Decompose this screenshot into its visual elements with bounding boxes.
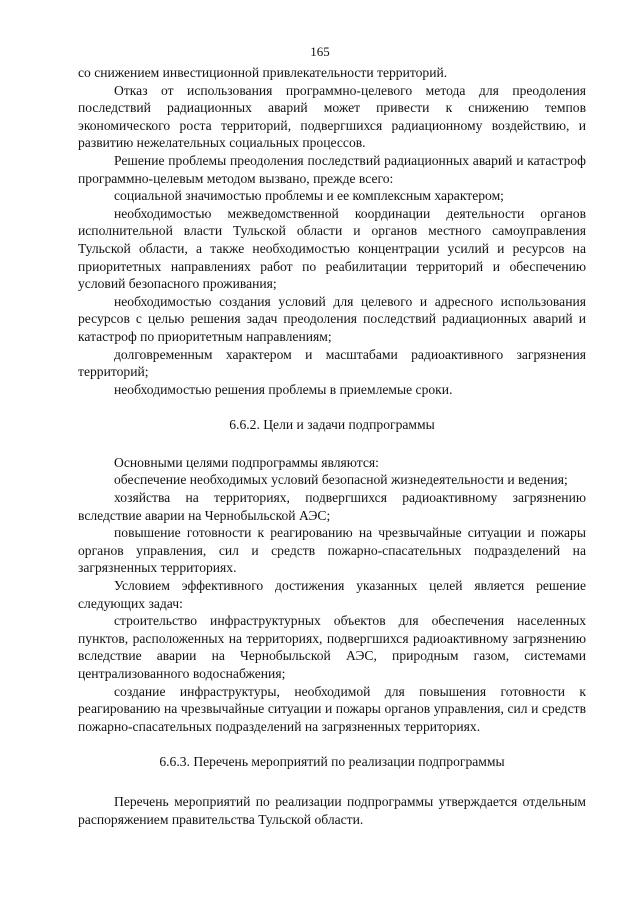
page-number: 165	[310, 44, 330, 59]
paragraph: повышение готовности к реагированию на чрезвычайные ситуации и пожары органов управления, сил и средств пожарно-спасательных подразделений на загрязненных территориях.	[78, 525, 586, 576]
section-heading: 6.6.2. Цели и задачи подпрограммы	[229, 417, 435, 433]
paragraph: долговременным характером и масштабами радиоактивного загрязнения территорий;	[78, 346, 586, 380]
paragraph: обеспечение необходимых условий безопасной жизнедеятельности и ведения;	[114, 472, 568, 488]
spacer	[78, 398, 586, 416]
paragraph: строительство инфраструктурных объектов для обеспечения населенных пунктов, расположенных на территориях, подвергшихся радиоактивному загрязнению вследствие аварии на Чернобыльской АЭС, природным газом, системами централизованного водоснабжения;	[78, 613, 586, 681]
section-heading: 6.6.3. Перечень мероприятий по реализации подпрограммы	[159, 754, 505, 770]
spacer	[78, 771, 586, 793]
spacer	[78, 434, 586, 454]
paragraph: хозяйства на территориях, подвергшихся радиоактивному загрязнению вследствие аварии на Чернобыльской АЭС;	[78, 490, 586, 523]
spacer	[78, 735, 586, 753]
paragraph: Решение проблемы преодоления последствий радиационных аварий и катастроф программно-целевым методом вызвано, прежде всего:	[78, 152, 586, 186]
paragraph: необходимостью создания условий для целевого и адресного использования ресурсов с целью решения задач преодоления последствий радиационных аварий и катастроф по приоритетным направлениям;	[78, 293, 586, 344]
paragraph: со снижением инвестиционной привлекательности территорий.	[78, 65, 448, 80]
document-body	[78, 64, 586, 828]
paragraph: создание инфраструктуры, необходимой для повышения готовности к реагированию на чрезвычайные ситуации и пожары органов управления, сил и средств пожарно-спасательных подразделений на загрязненных территориях.	[78, 683, 586, 734]
paragraph: Перечень мероприятий по реализации подпрограммы утверждается отдельным распоряжением правительства Тульской области.	[78, 793, 586, 827]
paragraph: необходимостью межведомственной координации деятельности органов исполнительной власти Тульской области и органов местного самоуправления Тульской области, а также необходимостью концентрации усилий и ресурсов на приоритетных направлениях работ по реабилитации территорий и обеспечению условий безопасного проживания;	[78, 205, 586, 292]
paragraph: Условием эффективного достижения указанных целей является решение следующих задач:	[78, 578, 586, 611]
paragraph: Отказ от использования программно-целевого метода для преодоления последствий радиационных аварий может привести к снижению темпов экономического роста территорий, подвергшихся радиационному воздействию, и развитию нежелательных социальных процессов.	[78, 82, 586, 151]
paragraph: социальной значимостью проблемы и ее комплексным характером;	[114, 188, 504, 204]
paragraph: необходимостью решения проблемы в приемлемые сроки.	[114, 381, 453, 397]
paragraph: Основными целями подпрограммы являются:	[114, 454, 379, 470]
